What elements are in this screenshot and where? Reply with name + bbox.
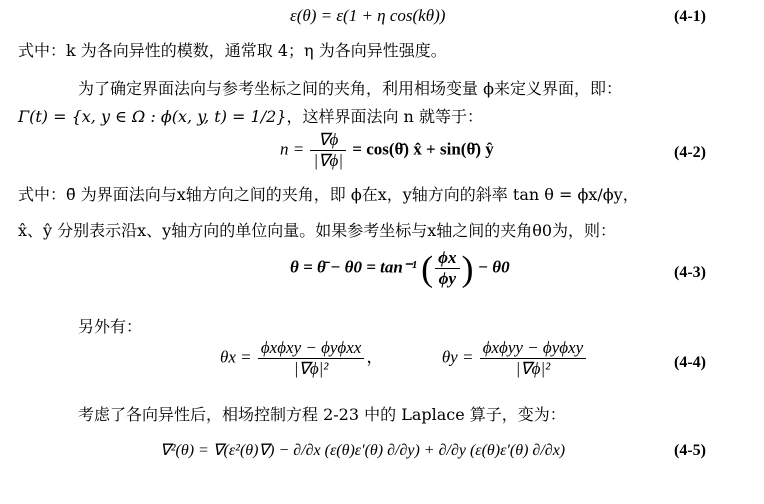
equation-4-5-number: (4-5) bbox=[674, 442, 706, 459]
equation-4-4-number: (4-4) bbox=[674, 354, 706, 371]
equation-4-5 bbox=[160, 440, 565, 460]
equation-4-3-fraction bbox=[435, 248, 459, 289]
paragraph-3-text: ，这样界面法向 n 就等于： bbox=[286, 107, 483, 126]
equation-4-3-lhs: θ = θ̄ − θ0 = tan⁻¹ bbox=[290, 257, 417, 277]
equation-4-5-body: ∇²(θ) = ∇(ε²(θ)∇) − ∂/∂x (ε(θ)ε′(θ) ∂/∂y) + ∂/∂y (ε(θ)ε′(θ) ∂/∂x) bbox=[160, 442, 566, 459]
equation-4-4-separator: ， bbox=[366, 347, 384, 367]
equation-4-4a-numerator: ϕxϕxy − ϕyϕxx bbox=[258, 338, 364, 359]
paragraph-5: 另外有： bbox=[78, 317, 143, 336]
equation-4-3-denominator: ϕy bbox=[438, 269, 457, 288]
equation-4-2-lhs: n = bbox=[280, 139, 305, 159]
equation-4-2-numerator: ∇ϕ bbox=[310, 130, 346, 151]
paragraph-2: 为了确定界面法向与参考坐标之间的夹角，利用相场变量 ϕ来定义界面，即： bbox=[78, 79, 622, 98]
equation-4-3-numerator: ϕx bbox=[435, 248, 459, 269]
equation-4-4a-fraction bbox=[258, 338, 364, 379]
equation-4-4b-fraction bbox=[480, 338, 586, 379]
paragraph-4a: 式中：θ̄ 为界面法向与x轴方向之间的夹角，即 ϕ在x，y轴方向的斜率 tan θ = ϕx/ϕy， bbox=[18, 185, 639, 204]
equation-4-4 bbox=[220, 338, 588, 379]
paragraph-4b: x̂、ŷ 分别表示沿x、y轴方向的单位向量。如果参考坐标与x轴之间的夹角θ0为，则： bbox=[18, 221, 617, 240]
equation-4-4b-denominator: |∇ϕ|² bbox=[515, 359, 551, 378]
equation-4-4a-denominator: |∇ϕ|² bbox=[293, 359, 329, 378]
equation-4-4b-numerator: ϕxϕyy − ϕyϕxy bbox=[480, 338, 586, 359]
equation-4-4a-lhs: θx = bbox=[220, 347, 252, 367]
equation-4-2-denominator: |∇ϕ| bbox=[313, 151, 344, 170]
equation-4-2-fraction bbox=[310, 130, 346, 171]
equation-4-1 bbox=[290, 6, 445, 26]
equation-4-3-right-paren: ) bbox=[461, 248, 474, 289]
paragraph-3 bbox=[18, 106, 483, 128]
equation-4-1-body: ε(θ) = ε(1 + η cos(kθ)) bbox=[290, 6, 446, 25]
equation-4-2-rhs: = cos(θ̄) x̂ + sin(θ̄) ŷ bbox=[352, 139, 494, 159]
paragraph-1: 式中：k 为各向异性的模数，通常取 4；η 为各向异性强度。 bbox=[18, 41, 447, 60]
paragraph-6: 考虑了各向异性后，相场控制方程 2-23 中的 Laplace 算子，变为： bbox=[78, 405, 566, 424]
equation-4-4b-lhs: θy = bbox=[441, 347, 474, 367]
equation-4-3 bbox=[290, 248, 510, 289]
equation-4-2-number: (4-2) bbox=[674, 144, 706, 161]
equation-4-3-left-paren: ( bbox=[421, 248, 434, 289]
equation-4-3-number: (4-3) bbox=[674, 264, 706, 281]
equation-4-2 bbox=[280, 130, 494, 171]
equation-4-1-number: (4-1) bbox=[674, 8, 706, 25]
equation-4-3-rhs: − θ0 bbox=[477, 257, 510, 277]
gamma-set-definition: Γ(t) = {x, y ∈ Ω : ϕ(x, y, t) = 1/2} bbox=[18, 107, 287, 126]
